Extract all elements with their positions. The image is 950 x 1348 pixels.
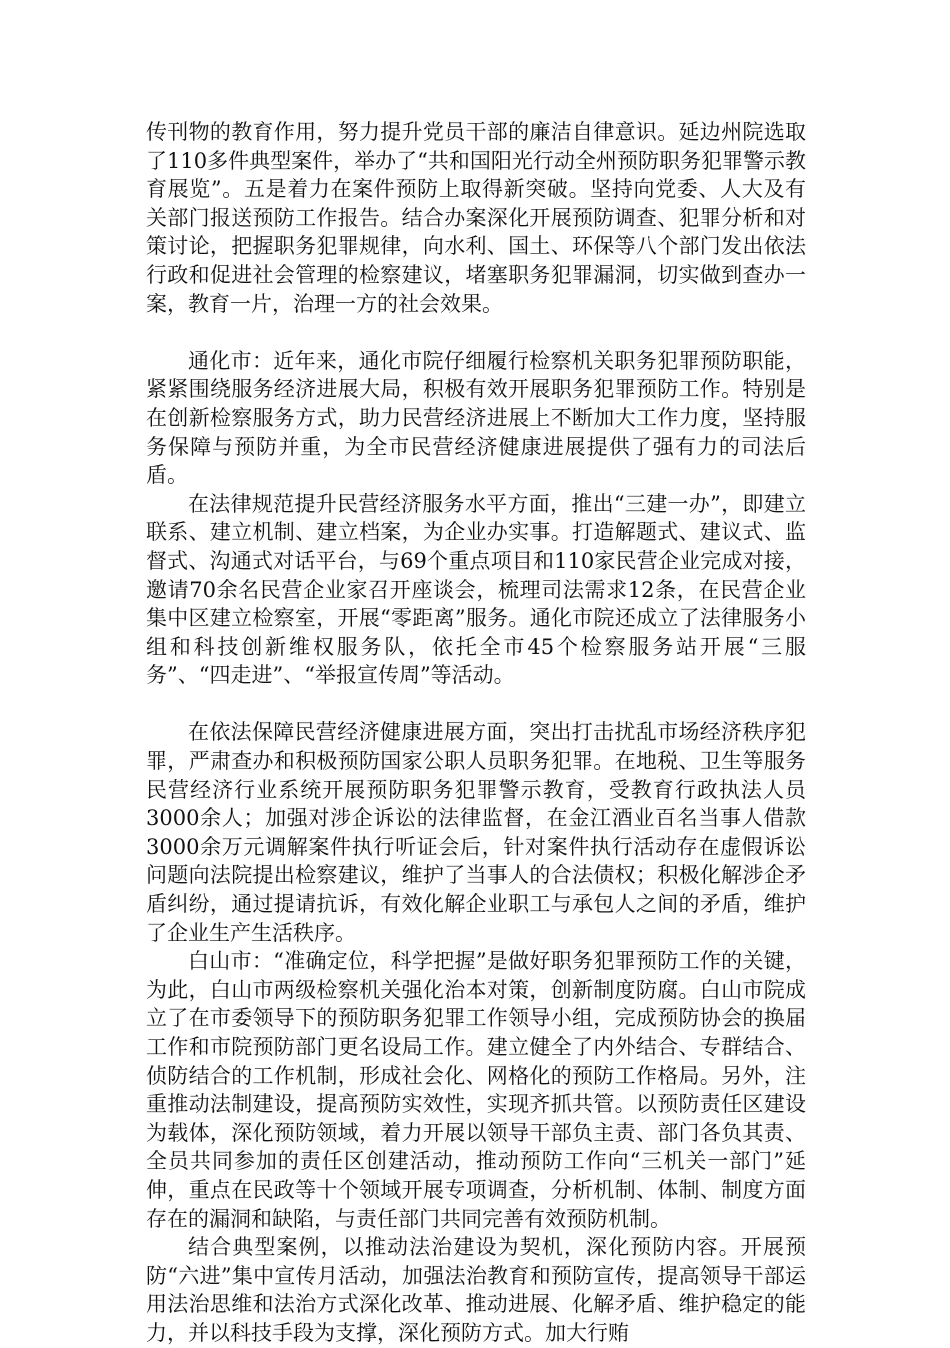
paragraph-gap <box>146 318 806 347</box>
paragraph-baishan-cases: 结合典型案例，以推动法治建设为契机，深化预防内容。开展预防“六进”集中宣传月活动，加强法治教育和预防宣传，提高领导干部运用法治思维和法治方式深化改革、推动进展、化解矛盾、维护稳定的能力，并以科技手段为支撑，深化预防方式。加大行贿 <box>146 1235 806 1345</box>
paragraph-baishan-intro: 白山市：“准确定位，科学把握”是做好职务犯罪预防工作的关键，为此，白山市两级检察机关强化治本对策，创新制度防腐。白山市院成立了在市委领导下的预防职务犯罪工作领导小组，完成预防协会的换届工作和市院预防部门更名设局工作。建立健全了内外结合、专群结合、侦防结合的工作机制，形成社会化、网格化的预防工作格局。另外，注重推动法制建设，提高预防实效性，实现齐抓共管。以预防责任区建设为载体，深化预防领域，着力开展以领导干部负主责、部门各负其责、全员共同参加的责任区创建活动，推动预防工作向“三机关一部门”延伸，重点在民政等十个领域开展专项调查，分析机制、体制、制度方面存在的漏洞和缺陷，与责任部门共同完善有效预防机制。 <box>146 949 806 1231</box>
document-page <box>146 118 806 1348</box>
paragraph-tonghua-legal-service: 在法律规范提升民营经济服务水平方面，推出“三建一办”，即建立联系、建立机制、建立档案，为企业办实事。打造解题式、建议式、监督式、沟通式对话平台，与69个重点项目和110家民营企业完成对接，邀请70余名民营企业家召开座谈会，梳理司法需求12条，在民营企业集中区建立检察室，开展“零距离”服务。通化市院还成立了法律服务小组和科技创新维权服务队，依托全市45个检察服务站开展“三服务”、“四走进”、“举报宣传周”等活动。 <box>146 491 806 688</box>
paragraph-tonghua-intro: 通化市：近年来，通化市院仔细履行检察机关职务犯罪预防职能，紧紧围绕服务经济进展大局，积极有效开展职务犯罪预防工作。特别是在创新检察服务方式，助力民营经济进展上不断加大工作力度，坚持服务保障与预防并重，为全市民营经济健康进展提供了强有力的司法后盾。 <box>146 348 806 488</box>
paragraph-gap <box>146 690 806 719</box>
paragraph-tonghua-protection: 在依法保障民营经济健康进展方面，突出打击扰乱市场经济秩序犯罪，严肃查办和积极预防国家公职人员职务犯罪。在地税、卫生等服务民营经济行业系统开展预防职务犯罪警示教育，受教育行政执法人员3000余人；加强对涉企诉讼的法律监督，在金江酒业百名当事人借款3000余万元调解案件执行听证会后，针对案件执行活动存在虚假诉讼问题向法院提出检察建议，维护了当事人的合法债权；积极化解涉企矛盾纠纷，通过提请抗诉，有效化解企业职工与承包人之间的矛盾，维护了企业生产生活秩序。 <box>146 720 806 945</box>
paragraph-yanbian-continuation: 传刊物的教育作用，努力提升党员干部的廉洁自律意识。延边州院选取了110多件典型案件，举办了“共和国阳光行动全州预防职务犯罪警示教育展览”。五是着力在案件预防上取得新突破。坚持向党委、人大及有关部门报送预防工作报告。结合办案深化开展预防调查、犯罪分析和对策讨论，把握职务犯罪规律，向水利、国土、环保等八个部门发出依法行政和促进社会管理的检察建议，堵塞职务犯罪漏洞，切实做到查办一案，教育一片，治理一方的社会效果。 <box>146 120 806 316</box>
